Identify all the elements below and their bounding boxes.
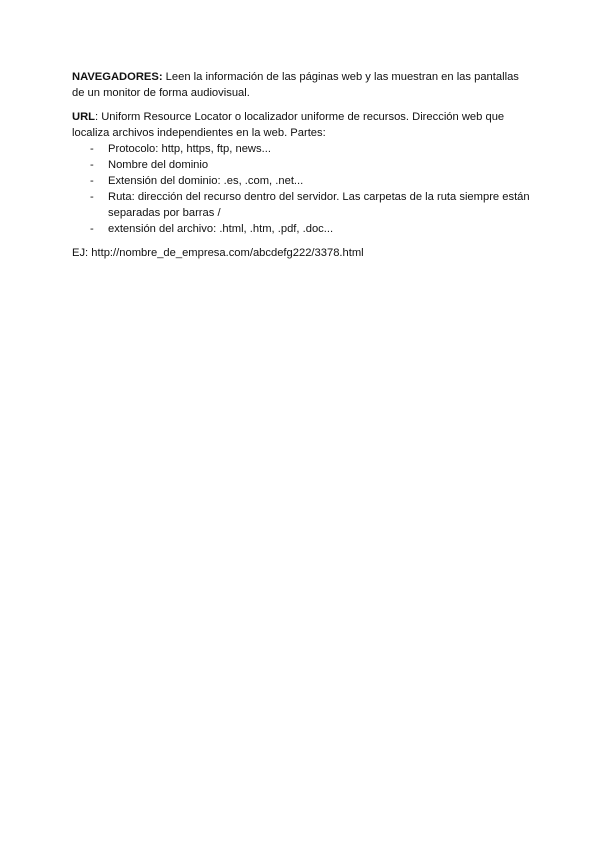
example-url: EJ: http://nombre_de_empresa.com/abcdefg222/3378.html <box>72 247 364 259</box>
list-item <box>72 189 534 221</box>
list-item <box>72 157 534 173</box>
list-bullet: - <box>90 175 94 187</box>
list-item-text: Nombre del dominio <box>108 159 209 171</box>
navegadores-paragraph <box>72 69 534 101</box>
list-item <box>72 221 534 237</box>
navegadores-definition: Leen la información de las páginas web y las muestran en las pantallas de un monitor de forma audiovisual. <box>72 71 519 99</box>
url-paragraph <box>72 109 534 141</box>
list-item-text: Ruta: dirección del recurso dentro del servidor. Las carpetas de la ruta siempre están separadas por barras / <box>108 191 530 219</box>
list-item <box>72 173 534 189</box>
navegadores-term: NAVEGADORES: <box>72 71 163 83</box>
list-bullet: - <box>90 223 94 235</box>
list-item-text: Extensión del dominio: .es, .com, .net... <box>108 175 304 187</box>
list-bullet: - <box>90 159 94 171</box>
list-item-text: extensión del archivo: .html, .htm, .pdf, .doc... <box>108 223 334 235</box>
list-item <box>72 141 534 157</box>
list-bullet: - <box>90 143 94 155</box>
document-body <box>72 69 534 269</box>
list-item-text: Protocolo: http, https, ftp, news... <box>108 143 271 155</box>
url-term: URL <box>72 111 95 123</box>
list-bullet: - <box>90 191 94 203</box>
url-definition: : Uniform Resource Locator o localizador uniforme de recursos. Dirección web que localiza archivos independientes en la web. Partes: <box>72 111 505 139</box>
url-parts-list <box>72 141 534 237</box>
